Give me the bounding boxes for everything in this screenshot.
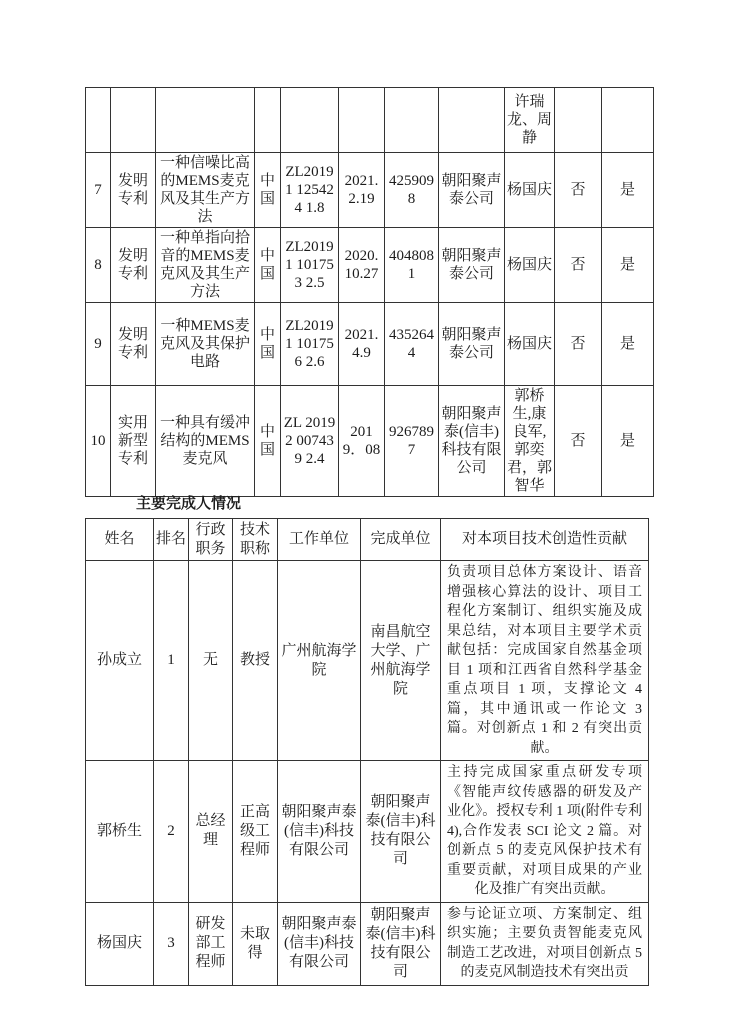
admin-title-header: 行政职务: [189, 519, 233, 561]
completion-unit-header: 完成单位: [361, 519, 441, 561]
type-cell: [111, 88, 156, 153]
owner-cell: 朝阳聚声泰公司: [439, 228, 505, 303]
inventor-cell: 杨国庆: [505, 228, 555, 303]
title-cell: 一种MEMS麦克风及其保护电路: [156, 303, 255, 386]
inventor-cell: 杨国庆: [505, 303, 555, 386]
patent-number-cell: [281, 88, 339, 153]
no-cell: 否: [555, 303, 602, 386]
no-cell: 否: [555, 228, 602, 303]
owner-cell: 朝阳聚声泰公司: [439, 303, 505, 386]
serial-cell: 10: [86, 386, 111, 497]
serial-cell: 7: [86, 153, 111, 228]
work-unit-cell: 朝阳聚声泰(信丰)科技有限公司: [278, 902, 361, 985]
date-cell: 2021.2.19: [339, 153, 385, 228]
contributor-row: [86, 902, 649, 985]
section-title: 主要完成人情况: [136, 496, 242, 512]
owner-cell: 朝阳聚声泰(信丰)科技有限公司: [439, 386, 505, 497]
inventor-cell: 郭桥生,康良军,郭奕君，郭智华: [505, 386, 555, 497]
type-cell: 发明专利: [111, 303, 156, 386]
inventor-cell: 杨国庆: [505, 153, 555, 228]
yes-cell: 是: [602, 386, 654, 497]
contribution-cell: 负责项目总体方案设计、语音增强核心算法的设计、项目工程化方案制订、组织实施及成果总结，对本项目主要学术贡献包括：完成国家自然基金项目 1 项和江西省自然科学基金重点项目 1 项，支撑论文 4 篇，其中通讯或一作论文 3 篇。对创新点 1 和 2 有突出贡献。: [441, 561, 649, 761]
rank-cell: 2: [154, 761, 189, 903]
patent-number-cell: ZL2019 1 125424 1.8: [281, 153, 339, 228]
serial-cell: [86, 88, 111, 153]
patent-number-cell: ZL 2019 2 007439 2.4: [281, 386, 339, 497]
contribution-header: 对本项目技术创造性贡献: [441, 519, 649, 561]
title-cell: 一种单指向拾音的MEMS麦克风及其生产方法: [156, 228, 255, 303]
type-cell: 实用新型专利: [111, 386, 156, 497]
certificate-cell: 9267897: [385, 386, 439, 497]
patent-number-cell: ZL2019 1 101756 2.6: [281, 303, 339, 386]
certificate-cell: 4048081: [385, 228, 439, 303]
owner-cell: [439, 88, 505, 153]
type-cell: 发明专利: [111, 228, 156, 303]
date-cell: 2020.10.27: [339, 228, 385, 303]
contributors-table: [85, 518, 649, 986]
tech-title-cell: 未取得: [233, 902, 278, 985]
date-cell: 2021.4.9: [339, 303, 385, 386]
admin-title-cell: 研发部工程师: [189, 902, 233, 985]
work-unit-cell: 广州航海学院: [278, 561, 361, 761]
title-cell: 一种具有缓冲结构的MEMS麦克风: [156, 386, 255, 497]
contributors-header-row: [86, 519, 649, 561]
country-cell: 中国: [255, 303, 281, 386]
certificate-cell: [385, 88, 439, 153]
work-unit-header: 工作单位: [278, 519, 361, 561]
no-cell: [555, 88, 602, 153]
rank-header: 排名: [154, 519, 189, 561]
admin-title-cell: 无: [189, 561, 233, 761]
type-cell: 发明专利: [111, 153, 156, 228]
name-cell: 郭桥生: [86, 761, 154, 903]
country-cell: 中国: [255, 228, 281, 303]
serial-cell: 8: [86, 228, 111, 303]
serial-cell: 9: [86, 303, 111, 386]
country-cell: 中国: [255, 386, 281, 497]
inventor-cell: 许瑞龙、周静: [505, 88, 555, 153]
patent-row: [86, 303, 654, 386]
patent-row: [86, 153, 654, 228]
work-unit-cell: 朝阳聚声泰(信丰)科技有限公司: [278, 761, 361, 903]
certificate-cell: 4352644: [385, 303, 439, 386]
yes-cell: 是: [602, 303, 654, 386]
contribution-cell: 参与论证立项、方案制定、组织实施；主要负责智能麦克风制造工艺改进，对项目创新点 5 的麦克风制造技术有突出贡: [441, 902, 649, 985]
rank-cell: 1: [154, 561, 189, 761]
yes-cell: [602, 88, 654, 153]
no-cell: 否: [555, 153, 602, 228]
date-cell: 2019．08: [339, 386, 385, 497]
completion-unit-cell: 朝阳聚声泰(信丰)科技有限公司: [361, 902, 441, 985]
name-header: 姓名: [86, 519, 154, 561]
contributor-row: [86, 761, 649, 903]
country-cell: [255, 88, 281, 153]
rank-cell: 3: [154, 902, 189, 985]
patents-table: [85, 87, 654, 497]
certificate-cell: 4259098: [385, 153, 439, 228]
tech-title-cell: 正高级工程师: [233, 761, 278, 903]
title-cell: 一种信噪比高的MEMS麦克风及其生产方法: [156, 153, 255, 228]
patent-row: [86, 228, 654, 303]
yes-cell: 是: [602, 228, 654, 303]
owner-cell: 朝阳聚声泰公司: [439, 153, 505, 228]
contribution-cell: 主持完成国家重点研发专项《智能声纹传感器的研发及产业化》。授权专利 1 项(附件专利 4),合作发表 SCI 论文 2 篇。对创新点 5 的麦克风保护技术有重要贡献，对项目成果的产业化及推广有突出贡献。: [441, 761, 649, 903]
title-cell: [156, 88, 255, 153]
patent-row: [86, 386, 654, 497]
tech-title-cell: 教授: [233, 561, 278, 761]
completion-unit-cell: 南昌航空大学、广州航海学院: [361, 561, 441, 761]
yes-cell: 是: [602, 153, 654, 228]
name-cell: 杨国庆: [86, 902, 154, 985]
tech-title-header: 技术职称: [233, 519, 278, 561]
completion-unit-cell: 朝阳聚声泰(信丰)科技有限公司: [361, 761, 441, 903]
no-cell: 否: [555, 386, 602, 497]
patent-number-cell: ZL2019 1 101753 2.5: [281, 228, 339, 303]
contributor-row: [86, 561, 649, 761]
admin-title-cell: 总经理: [189, 761, 233, 903]
name-cell: 孙成立: [86, 561, 154, 761]
patent-row: [86, 88, 654, 153]
country-cell: 中国: [255, 153, 281, 228]
date-cell: [339, 88, 385, 153]
